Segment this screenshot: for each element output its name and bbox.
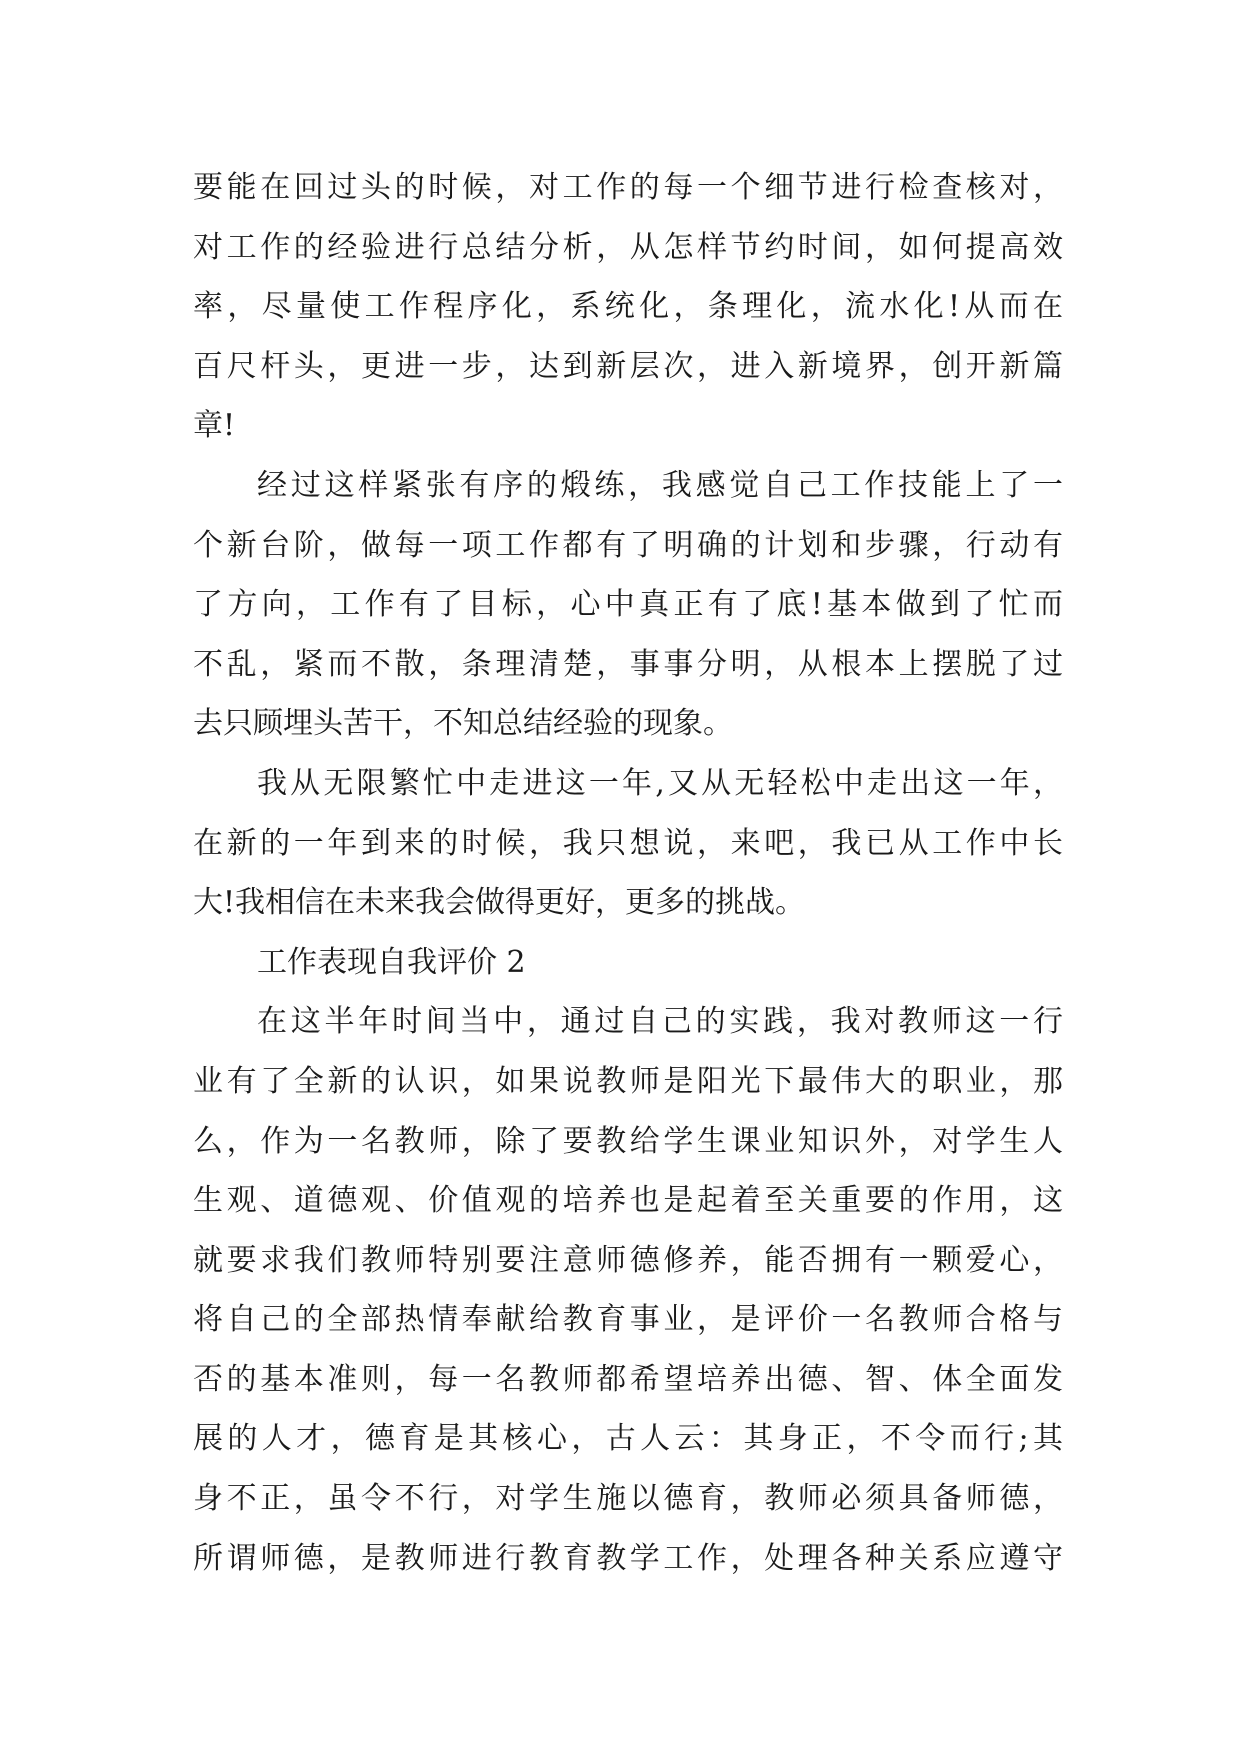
text-line: 大!我相信在未来我会做得更好，更多的挑战。 (193, 885, 806, 921)
text-line: 在这半年时间当中，通过自己的实践，我对教师这一行 (257, 1004, 1063, 1040)
text-line: 所谓师德，是教师进行教育教学工作，处理各种关系应遵守 (193, 1540, 1063, 1576)
text-line: 否的基本准则，每一名教师都希望培养出德、智、体全面发 (193, 1361, 1063, 1397)
document-body (193, 158, 1063, 1588)
text-line: 了方向，工作有了目标，心中真正有了底!基本做到了忙而 (193, 587, 1063, 623)
text-line: 章! (193, 408, 236, 444)
text-line: 业有了全新的认识，如果说教师是阳光下最伟大的职业，那 (193, 1063, 1063, 1099)
text-line: 么，作为一名教师，除了要教给学生课业知识外，对学生人 (193, 1123, 1063, 1159)
text-line: 就要求我们教师特别要注意师德修养，能否拥有一颗爱心， (193, 1242, 1063, 1278)
text-line: 去只顾埋头苦干，不知总结经验的现象。 (193, 706, 733, 742)
text-line: 经过这样紧张有序的煅练，我感觉自己工作技能上了一 (257, 467, 1063, 503)
text-line: 身不正，虽令不行，对学生施以德育，教师必须具备师德， (193, 1481, 1063, 1517)
paragraph (193, 158, 1063, 456)
paragraph (193, 456, 1063, 754)
text-line: 个新台阶，做每一项工作都有了明确的计划和步骤，行动有 (193, 527, 1063, 563)
text-line: 工作表现自我评价 2 (257, 944, 526, 980)
text-line: 对工作的经验进行总结分析，从怎样节约时间，如何提高效 (193, 229, 1063, 265)
text-line: 百尺杆头，更进一步，达到新层次，进入新境界，创开新篇 (193, 348, 1063, 384)
paragraph (193, 992, 1063, 1588)
text-line: 我从无限繁忙中走进这一年,又从无轻松中走出这一年， (257, 765, 1063, 801)
text-line: 生观、道德观、价值观的培养也是起着至关重要的作用，这 (193, 1183, 1063, 1219)
text-line: 将自己的全部热情奉献给教育事业，是评价一名教师合格与 (193, 1302, 1063, 1338)
text-line: 展的人才，德育是其核心，古人云：其身正，不令而行;其 (193, 1421, 1063, 1457)
text-line: 要能在回过头的时候，对工作的每一个细节进行检查核对， (193, 170, 1063, 205)
text-line: 不乱，紧而不散，条理清楚，事事分明，从根本上摆脱了过 (193, 646, 1063, 682)
paragraph (193, 754, 1063, 933)
text-line: 在新的一年到来的时候，我只想说，来吧，我已从工作中长 (193, 825, 1063, 861)
text-line: 率，尽量使工作程序化，系统化，条理化，流水化!从而在 (193, 289, 1063, 325)
section-heading (193, 933, 1063, 993)
